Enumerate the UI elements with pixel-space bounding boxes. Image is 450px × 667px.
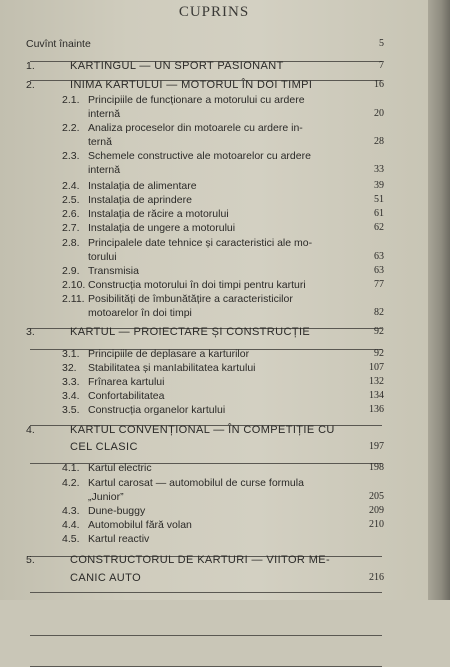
entry-number: 4. <box>26 424 35 436</box>
entry-number: 2.1. <box>62 94 80 106</box>
toc-entry <box>0 208 428 222</box>
toc-entry <box>0 122 428 136</box>
entry-title: INIMA KARTULUI — MOTORUL ÎN DOI TIMPI <box>70 79 313 91</box>
entry-page-number: 20 <box>374 108 384 119</box>
toc-entry <box>0 326 428 340</box>
entry-title: Instalația de alimentare <box>88 180 197 192</box>
toc-entry <box>0 376 428 390</box>
entry-page-number: 39 <box>374 180 384 191</box>
entry-page-number: 197 <box>369 441 384 452</box>
entry-title: Cuvînt înainte <box>26 38 91 50</box>
entry-title: ternă <box>88 136 112 148</box>
entry-page-number: 107 <box>369 362 384 373</box>
toc-entry <box>0 462 428 476</box>
entry-number: 2.8. <box>62 237 80 249</box>
toc-entry <box>0 164 428 178</box>
entry-title: Kartul electric <box>88 462 152 474</box>
entry-number: 2.3. <box>62 150 80 162</box>
entry-page-number: 82 <box>374 307 384 318</box>
entry-title: CANIC AUTO <box>70 572 142 584</box>
entry-title: CONSTRUCTORUL DE KARTURI — VIITOR ME- <box>70 554 331 566</box>
entry-title: Construcția organelor kartului <box>88 404 226 416</box>
entry-page-number: 7 <box>379 60 384 71</box>
toc-entry <box>0 533 428 547</box>
entry-page-number: 61 <box>374 208 384 219</box>
toc-entry <box>0 572 428 586</box>
toc-entry <box>0 519 428 533</box>
entry-number: 2. <box>26 79 35 91</box>
entry-page-number: 62 <box>374 222 384 233</box>
entry-number: 3.4. <box>62 390 80 402</box>
entry-title: Confortabilitatea <box>88 390 165 402</box>
toc-entry <box>0 404 428 418</box>
entry-title: Dune-buggy <box>88 505 146 517</box>
entry-title: Kartul carosat — automobilul de curse formula <box>88 477 304 489</box>
entry-number: 4.1. <box>62 462 80 474</box>
entry-number: 2.5. <box>62 194 80 206</box>
entry-number: 3.5. <box>62 404 80 416</box>
entry-title: Automobilul fără volan <box>88 519 192 531</box>
entry-page-number: 198 <box>369 462 384 473</box>
entry-title: „Junior” <box>88 491 124 503</box>
toc-entry <box>0 293 428 307</box>
entry-page-number: 92 <box>374 348 384 359</box>
toc-entry <box>0 136 428 150</box>
entry-number: 2.2. <box>62 122 80 134</box>
entry-number: 4.3. <box>62 505 80 517</box>
entry-number: 2.6. <box>62 208 80 220</box>
toc-entry <box>0 390 428 404</box>
entry-title: CEL CLASIC <box>70 441 138 453</box>
entry-page-number: 16 <box>374 79 384 90</box>
toc-entry <box>0 79 428 93</box>
entry-title: KARTINGUL — UN SPORT PASIONANT <box>70 60 284 72</box>
entry-number: 2.7. <box>62 222 80 234</box>
entry-title: Instalația de ungere a motorului <box>88 222 236 234</box>
entry-number: 3. <box>26 326 35 338</box>
entry-page-number: 92 <box>374 326 384 337</box>
toc-entry <box>0 491 428 505</box>
entry-page-number: 134 <box>369 390 384 401</box>
entry-title: torului <box>88 251 117 263</box>
toc-entry <box>0 251 428 265</box>
entry-title: Instalația de răcire a motorului <box>88 208 229 220</box>
toc-entry <box>0 279 428 293</box>
toc-entry <box>0 265 428 279</box>
toc-entry <box>0 180 428 194</box>
entry-title: KARTUL — PROIECTARE ȘI CONSTRUCȚIE <box>70 326 311 338</box>
entry-number: 2.11. <box>62 293 85 305</box>
toc-entry <box>0 38 428 52</box>
entry-page-number: 132 <box>369 376 384 387</box>
page-edge <box>428 0 450 600</box>
toc-entry <box>0 194 428 208</box>
entry-number: 1. <box>26 60 35 72</box>
entry-title: Construcția motorului în doi timpi pentru karturi <box>88 279 306 291</box>
entry-page-number: 51 <box>374 194 384 205</box>
entry-title: Schemele constructive ale motoarelor cu ardere <box>88 150 311 162</box>
entry-title: Analiza proceselor din motoarele cu ardere in- <box>88 122 303 134</box>
entry-number: 4.5. <box>62 533 80 545</box>
entry-page-number: 209 <box>369 505 384 516</box>
divider-line <box>30 592 382 593</box>
entry-title: motoarelor în doi timpi <box>88 307 192 319</box>
entry-title: Principiile de deplasare a karturilor <box>88 348 250 360</box>
toc-entry <box>0 441 428 455</box>
entry-title: Principiile de funcționare a motorului cu ardere <box>88 94 305 106</box>
toc-entry <box>0 505 428 519</box>
entry-title: Frînarea kartului <box>88 376 165 388</box>
entry-title: Posibilități de îmbunătățire a caracteristicilor <box>88 293 293 305</box>
entry-page-number: 33 <box>374 164 384 175</box>
toc-entry <box>0 362 428 376</box>
entry-number: 5. <box>26 554 35 566</box>
entry-number: 2.10. <box>62 279 86 291</box>
entry-title: Kartul reactiv <box>88 533 150 545</box>
entry-title: Stabilitatea și manIabilitatea kartului <box>88 362 256 374</box>
toc-entry <box>0 554 428 568</box>
entry-title: Principalele date tehnice și caracteristici ale mo- <box>88 237 313 249</box>
entry-number: 3.1. <box>62 348 80 360</box>
entry-page-number: 63 <box>374 251 384 262</box>
toc-entry <box>0 424 428 438</box>
entry-page-number: 205 <box>369 491 384 502</box>
entry-page-number: 77 <box>374 279 384 290</box>
entry-title: internă <box>88 164 121 176</box>
toc-entry <box>0 348 428 362</box>
toc-entry <box>0 477 428 491</box>
toc-entry <box>0 108 428 122</box>
entry-number: 32. <box>62 362 77 374</box>
entry-page-number: 5 <box>379 38 384 49</box>
toc-entry <box>0 237 428 251</box>
page-title: CUPRINS <box>178 4 250 20</box>
entry-page-number: 216 <box>369 572 384 583</box>
toc-entry <box>0 222 428 236</box>
toc-entry <box>0 94 428 108</box>
entry-number: 4.4. <box>62 519 80 531</box>
entry-page-number: 136 <box>369 404 384 415</box>
entry-number: 3.3. <box>62 376 80 388</box>
entry-title: Instalația de aprindere <box>88 194 192 206</box>
toc-entry <box>0 60 428 74</box>
entry-title: KARTUL CONVENȚIONAL — ÎN COMPETIȚIE CU <box>70 424 335 436</box>
entry-number: 2.9. <box>62 265 80 277</box>
entry-page-number: 210 <box>369 519 384 530</box>
divider-line <box>30 635 382 636</box>
entry-page-number: 28 <box>374 136 384 147</box>
entry-title: internă <box>88 108 121 120</box>
entry-page-number: 63 <box>374 265 384 276</box>
toc-entry <box>0 307 428 321</box>
entry-number: 2.4. <box>62 180 80 192</box>
entry-title: Transmisia <box>88 265 139 277</box>
toc-entry <box>0 150 428 164</box>
entry-number: 4.2. <box>62 477 80 489</box>
